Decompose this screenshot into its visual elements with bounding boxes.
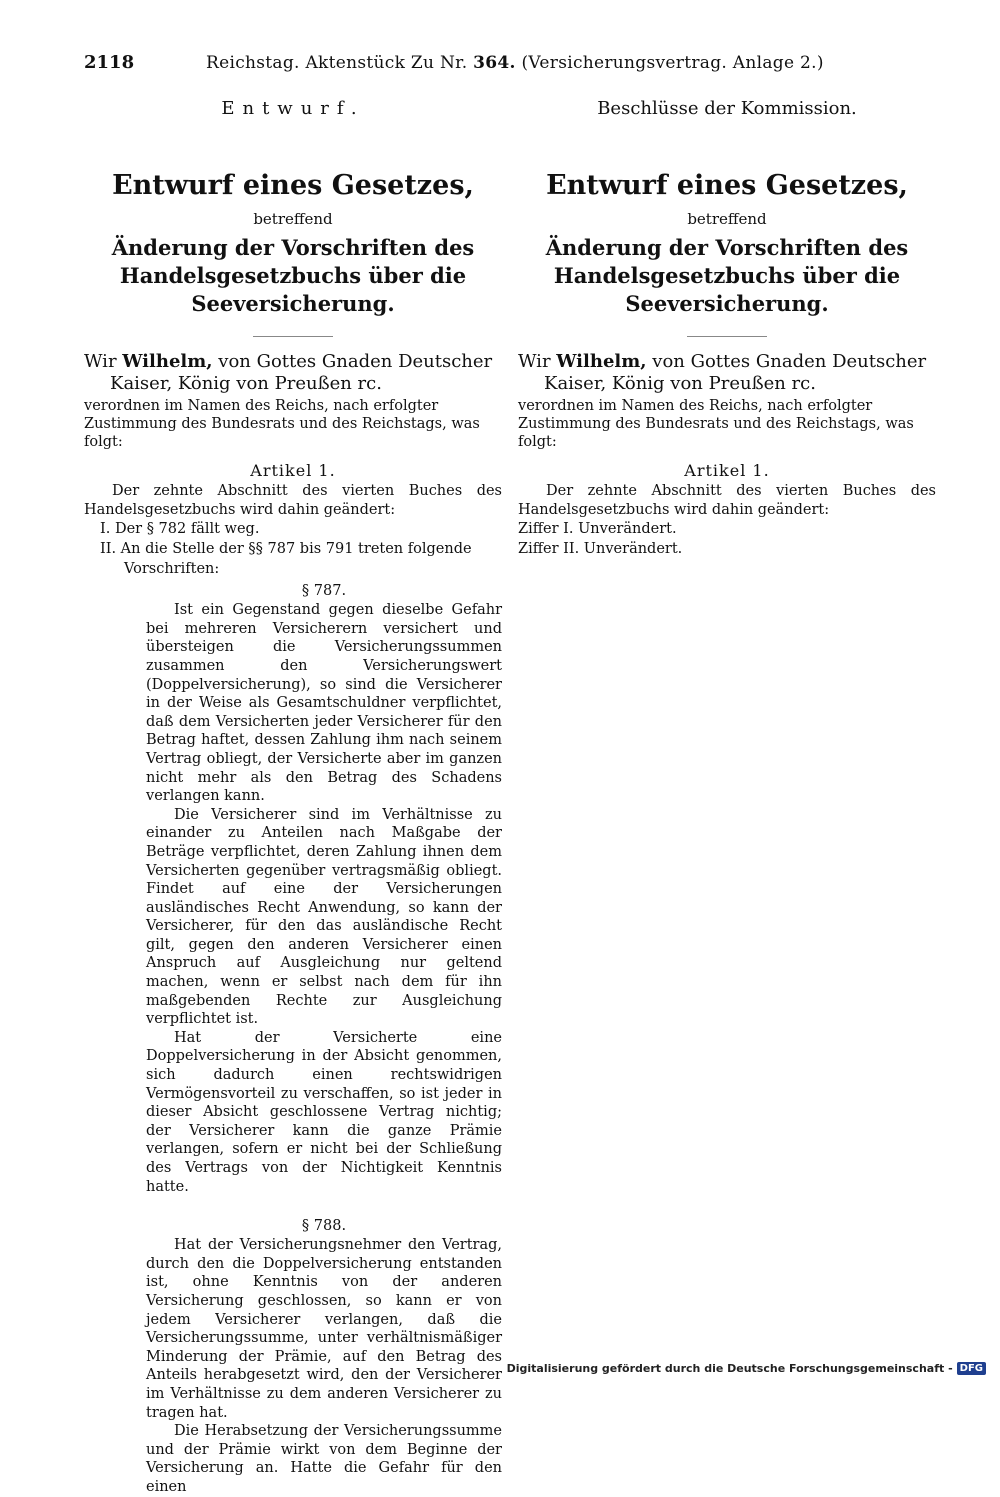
artikel-heading: Artikel 1. <box>684 461 770 480</box>
right-column <box>518 98 936 559</box>
betreffend-label: betreffend <box>253 210 333 228</box>
left-column <box>84 98 502 1497</box>
preamble <box>518 351 936 395</box>
running-head-suffix: (Versicherungsvertrag. Anlage 2.) <box>521 53 824 73</box>
artikel-intro: Der zehnte Abschnitt des vierten Buches des Handelsgesetzbuchs wird dahin geändert: <box>518 483 936 518</box>
section-paragraph: Hat der Versicherte eine Doppelversicherung in der Absicht genommen, sich dadurch einen rechtswidrigen Vermögensvorteil zu verschaffen, so ist jeder in dieser Absicht geschlossene Vertrag nichtig; der Versicherer kann die ganze Prämie verlangen, sofern er nicht bei der Schließung des Vertrags von der Nichtigkeit Kenntnis hatte. <box>146 1029 502 1195</box>
change-list <box>518 519 936 559</box>
column-head-entwurf: Entwurf. <box>221 98 365 119</box>
law-subject: Änderung der Vorschriften des Handelsgesetzbuchs über die Seeversicherung. <box>545 235 909 316</box>
preamble-line2: Kaiser, König von Preußen rc. <box>110 373 382 394</box>
preamble-pre: Wir <box>84 351 123 372</box>
law-title: Entwurf eines Gesetzes, <box>546 170 908 201</box>
page-header <box>84 52 964 73</box>
law-subject: Änderung der Vorschriften des Handelsgesetzbuchs über die Seeversicherung. <box>111 235 475 316</box>
section-title: § 788. <box>301 1218 347 1235</box>
running-head-number: 364. <box>473 53 516 73</box>
digitization-footer <box>507 1362 986 1375</box>
change-item: Ziffer I. Unverändert. <box>518 521 677 538</box>
divider <box>687 336 767 337</box>
law-title: Entwurf eines Gesetzes, <box>112 170 474 201</box>
artikel-intro: Der zehnte Abschnitt des vierten Buches des Handelsgesetzbuchs wird dahin geändert: <box>84 483 502 518</box>
preamble <box>84 351 502 395</box>
section-paragraph: Die Versicherer sind im Verhältnisse zu einander zu Anteilen nach Maßgabe der Beträge verpflichtet, deren Zahlung ihnen dem Versicherten gegenüber vertragsmäßig obliegt. Findet auf eine der Versicherungen ausländisches Recht Anwendung, so kann der Versicherer, für den das ausländische Recht gilt, gegen den anderen Versicherer einen Anspruch auf Ausgleichung nur geltend machen, wenn er selbst nach dem für ihn maßgebenden Rechte zur Ausgleichung verpflichtet ist. <box>146 806 502 1028</box>
page-number: 2118 <box>84 52 135 73</box>
section-paragraph: Ist ein Gegenstand gegen dieselbe Gefahr bei mehreren Versicherern versichert und übersteigen die Versicherungssummen zusammen den Versicherungswert (Doppelversicherung), so sind die Versicherer in der Weise als Gesamtschuldner verpflichtet, daß dem Versicherten jeder Versicherer für den Betrag haftet, dessen Zahlung ihm nach seinem Vertrag obliegt, der Versicherte aber im ganzen nicht mehr als den Betrag des Schadens verlangen kann. <box>146 602 502 805</box>
column-head-beschluesse: Beschlüsse der Kommission. <box>597 98 857 119</box>
footer-text: Digitalisierung gefördert durch die Deutsche Forschungsgemeinschaft - <box>506 1362 953 1375</box>
dfg-logo-icon: DFG <box>957 1362 986 1375</box>
preamble-line1: von Gottes Gnaden Deutscher <box>212 351 493 372</box>
change-item: I. Der § 782 fällt weg. <box>100 521 260 538</box>
verordnen-text: verordnen im Namen des Reichs, nach erfolgter Zustimmung des Bundesrats und des Reichstags, was folgt: <box>84 398 480 450</box>
preamble-name: Wilhelm, <box>122 351 213 372</box>
verordnen-text: verordnen im Namen des Reichs, nach erfolgter Zustimmung des Bundesrats und des Reichstags, was folgt: <box>518 398 914 450</box>
change-item: II. An die Stelle der §§ 787 bis 791 treten folgende Vorschriften: <box>100 541 472 578</box>
preamble-line2: Kaiser, König von Preußen rc. <box>544 373 816 394</box>
artikel-heading: Artikel 1. <box>250 461 336 480</box>
running-head-prefix: Reichstag. Aktenstück Zu Nr. <box>206 53 468 73</box>
change-item: Ziffer II. Unverändert. <box>518 541 683 558</box>
section-title: § 787. <box>301 583 347 600</box>
section-787 <box>146 583 502 1496</box>
divider <box>253 336 333 337</box>
section-paragraph: Hat der Versicherungsnehmer den Vertrag, durch den die Doppelversicherung entstanden ist, ohne Kenntnis von der anderen Versicherung geschlossen, so kann er von jedem Versicherer verlangen, daß die Versicherungssumme, unter verhältnismäßiger Minderung der Prämie, auf den Betrag des Anteils herabgesetzt wird, den der Versicherer im Verhältnisse zu dem anderen Versicherer zu tragen hat. <box>146 1237 502 1421</box>
running-head <box>206 53 824 73</box>
preamble-line1: von Gottes Gnaden Deutscher <box>646 351 927 372</box>
preamble-pre: Wir <box>518 351 557 372</box>
section-paragraph: Die Herabsetzung der Versicherungssumme und der Prämie wirkt von dem Beginne der Versicherung an. Hatte die Gefahr für den einen <box>146 1423 502 1495</box>
change-list <box>84 519 502 579</box>
preamble-name: Wilhelm, <box>556 351 647 372</box>
betreffend-label: betreffend <box>687 210 767 228</box>
